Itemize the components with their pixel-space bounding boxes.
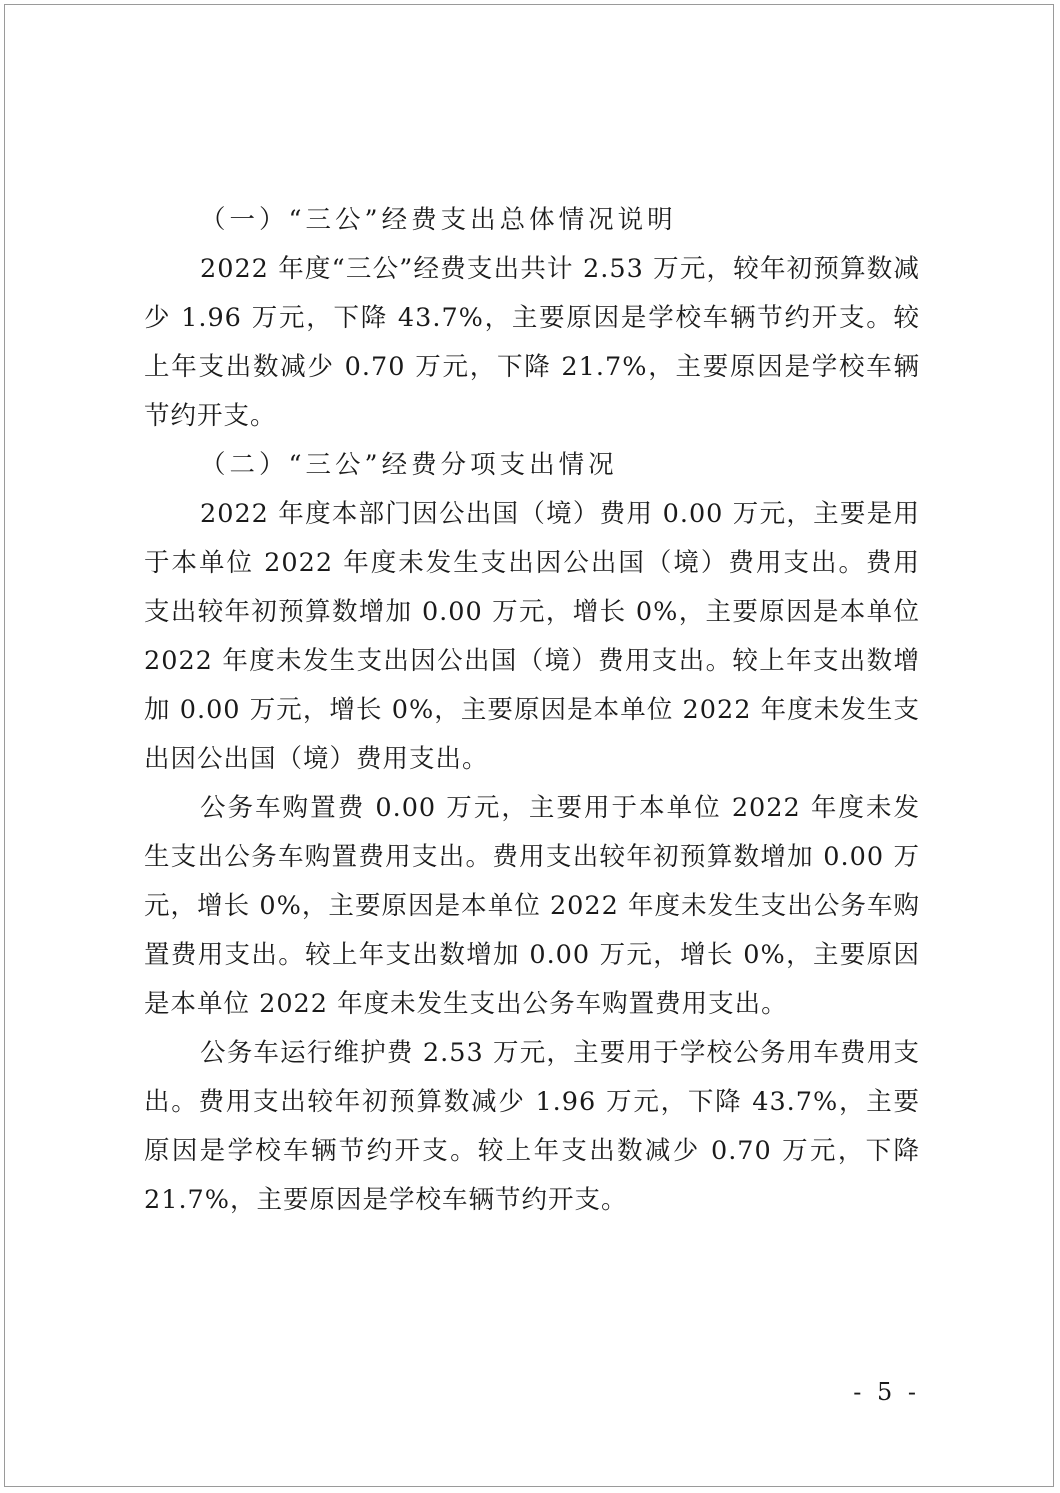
section-overall xyxy=(144,196,920,441)
paragraph-vehicle-purchase: 公务车购置费 0.00 万元，主要用于本单位 2022 年度未发生支出公务车购置费用支出。费用支出较年初预算数增加 0.00 万元，增长 0%，主要原因是本单位 2022 年度未发生支出公务车购置费用支出。较上年支出数增加 0.00 万元，增长 0%，主要原因是本单位 2022 年度未发生支出公务车购置费用支出。 xyxy=(144,793,920,1019)
page-number: - 5 - xyxy=(853,1378,920,1406)
section-heading-overall: （一）“三公”经费支出总体情况说明 xyxy=(200,205,677,235)
section-itemized xyxy=(144,441,920,1225)
section-heading-itemized: （二）“三公”经费分项支出情况 xyxy=(200,450,618,480)
document-body xyxy=(144,196,920,1225)
paragraph-overseas-travel: 2022 年度本部门因公出国（境）费用 0.00 万元，主要是用于本单位 2022 年度未发生支出因公出国（境）费用支出。费用支出较年初预算数增加 0.00 万元，增长 0%，主要原因是本单位 2022 年度未发生支出因公出国（境）费用支出。较上年支出数增加 0.00 万元，增长 0%，主要原因是本单位 2022 年度未发生支出因公出国（境）费用支出。 xyxy=(144,499,920,774)
paragraph-overall-summary: 2022 年度“三公”经费支出共计 2.53 万元，较年初预算数减少 1.96 万元，下降 43.7%，主要原因是学校车辆节约开支。较上年支出数减少 0.70 万元，下降 21.7%，主要原因是学校车辆节约开支。 xyxy=(144,254,920,431)
paragraph-vehicle-operation: 公务车运行维护费 2.53 万元，主要用于学校公务用车费用支出。费用支出较年初预算数减少 1.96 万元，下降 43.7%，主要原因是学校车辆节约开支。较上年支出数减少 0.70 万元，下降 21.7%，主要原因是学校车辆节约开支。 xyxy=(144,1038,920,1215)
